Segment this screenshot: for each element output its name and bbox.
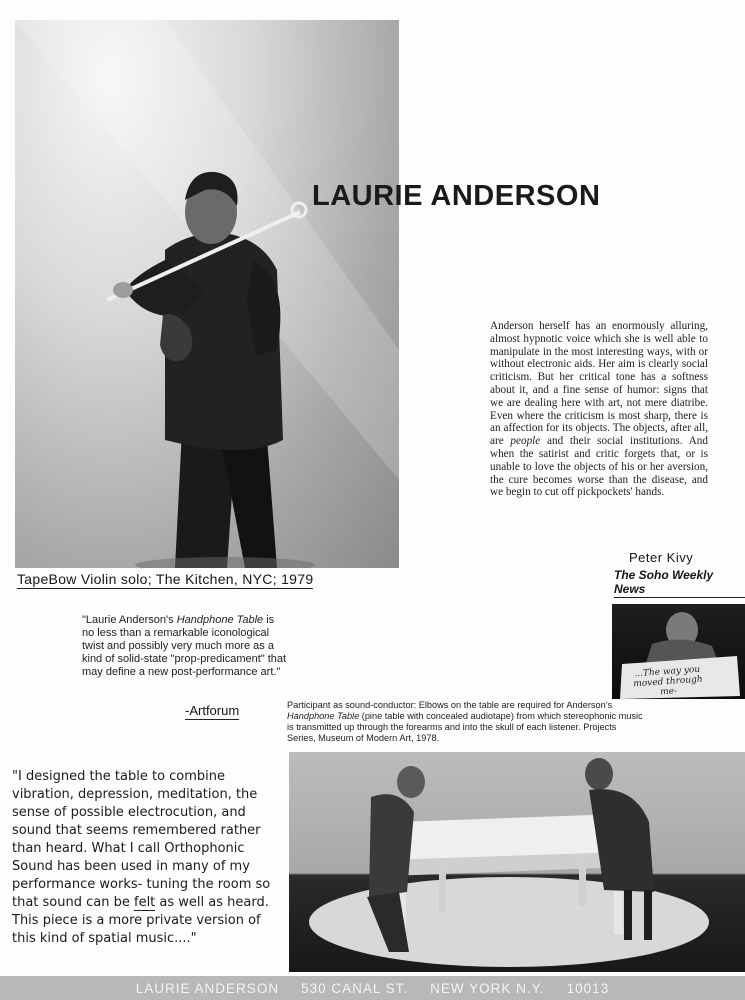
handphone-table-photo bbox=[289, 752, 745, 972]
small-photo-handwriting: ...The way you moved through me- bbox=[632, 664, 703, 698]
main-photo bbox=[15, 20, 399, 568]
table-photo-caption: Participant as sound-conductor: Elbows on the table are required for Anderson's Handphone Table (pine table with concealed audiotape) from which stereophonic music is transmitted up through the forearms and into the skull of each listener. Projects Series, Museum of Modern Art, 1978. bbox=[287, 700, 643, 743]
main-photo-caption: TapeBow Violin solo; The Kitchen, NYC; 1979 bbox=[17, 571, 314, 587]
kivy-review-italic-word: people bbox=[510, 435, 541, 448]
footer-city: NEW YORK N.Y. bbox=[430, 980, 545, 996]
table-caption-italic-title: Handphone Table bbox=[287, 711, 360, 721]
footer-address-bar bbox=[0, 976, 745, 1000]
artforum-review-source: -Artforum bbox=[185, 703, 240, 718]
handphone-table-scene bbox=[289, 752, 745, 972]
footer-street: 530 CANAL ST. bbox=[301, 980, 409, 996]
kivy-review-source: The Soho Weekly News bbox=[614, 568, 745, 598]
artforum-italic-title: Handphone Table bbox=[176, 614, 264, 626]
anderson-quote-underlined-word: felt bbox=[134, 895, 156, 910]
kivy-review-author: Peter Kivy bbox=[629, 550, 694, 565]
page-title: LAURIE ANDERSON bbox=[312, 180, 601, 212]
footer-zip: 10013 bbox=[566, 980, 610, 996]
violinist-figure bbox=[15, 20, 399, 568]
kivy-review-text: Anderson herself has an enormously alluring, almost hypnotic voice which she is well able to manipulate in the most interesting ways, with or without electronic aids. Her aim is clearly social criticism. But her critical tone has a softness about it, and a fine sense of humor: signs that we are dealing here with art, not mere diatribe. Even where the criticism is most sharp, there is an affection for its objects. The objects, after all, are people and their social institutions. And when the satirist and critic forgets that, or is unable to love the objects of his or her aversion, the cure becomes worse than the disease, and we begin to cut off pickpockets' hands. bbox=[490, 320, 708, 499]
artforum-review-text: "Laurie Anderson's Handphone Table is no less than a remarkable iconological twist and possibly very much more as a kind of solid-state "prop-predicament" that may define a new post-performance art." bbox=[82, 614, 287, 678]
anderson-quote: "I designed the table to combine vibration, depression, meditation, the sense of possible electrocution, and sound that seems remembered rather than heard. What I call Orthophonic Sound has been used in many of my performance works- tuning the room so that sound can be felt as well as heard. This piece is a more private version of this kind of spatial music...." bbox=[12, 769, 271, 946]
footer-name: LAURIE ANDERSON bbox=[135, 980, 280, 996]
